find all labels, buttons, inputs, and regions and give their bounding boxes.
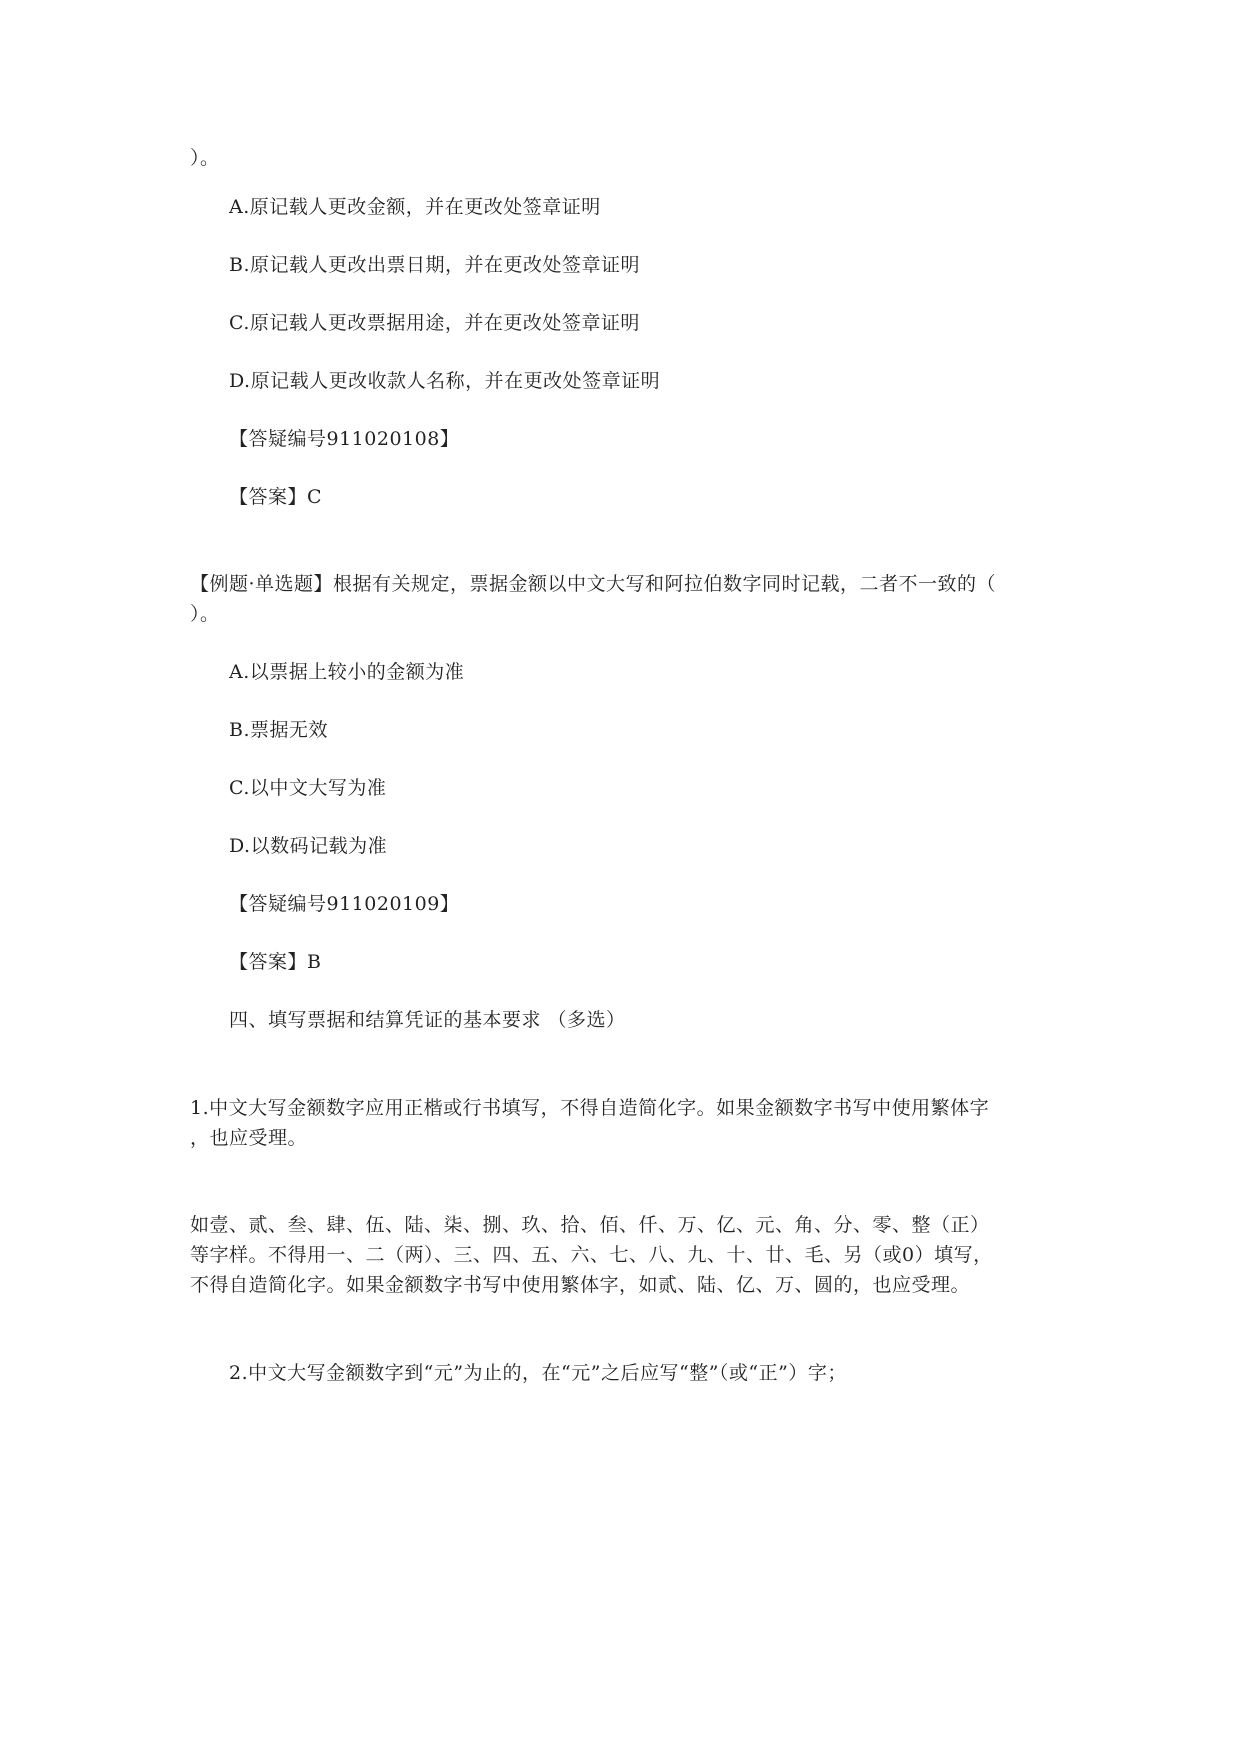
- question-1-answer: 【答案】C: [229, 486, 323, 508]
- question-1-stem-tail: ）。: [190, 147, 220, 169]
- question-2-option-a: A.以票据上较小的金额为准: [229, 661, 465, 683]
- question-2-qa-id: 【答疑编号911020109】: [229, 893, 460, 915]
- question-2-option-b: B.票据无效: [229, 719, 329, 741]
- question-2-stem-line-1: 【例题·单选题】根据有关规定，票据金额以中文大写和阿拉伯数字同时记载，二者不一致的（: [190, 573, 997, 595]
- question-1-option-a: A.原记载人更改金额，并在更改处签章证明: [229, 196, 601, 218]
- question-2-option-d: D.以数码记载为准: [229, 835, 388, 857]
- example-line-3: 不得自造简化字。如果金额数字书写中使用繁体字，如贰、陆、亿、万、圆的，也应受理。: [190, 1274, 971, 1296]
- example-line-1: 如壹、贰、叁、肆、伍、陆、柒、捌、玖、拾、佰、仟、万、亿、元、角、分、零、整（正）: [190, 1214, 990, 1236]
- question-1-option-d: D.原记载人更改收款人名称，并在更改处签章证明: [229, 370, 661, 392]
- question-1-option-b: B.原记载人更改出票日期，并在更改处签章证明: [229, 254, 641, 276]
- question-2-option-c: C.以中文大写为准: [229, 777, 387, 799]
- example-line-2: 等字样。不得用一、二（两）、三、四、五、六、七、八、九、十、廿、毛、另（或0）填写，: [190, 1244, 993, 1266]
- rule-1-line-2: ，也应受理。: [190, 1127, 308, 1149]
- question-1-option-c: C.原记载人更改票据用途，并在更改处签章证明: [229, 312, 640, 334]
- question-2-stem-line-2: ）。: [190, 603, 220, 625]
- question-2-answer: 【答案】B: [229, 951, 322, 973]
- rule-2: 2.中文大写金额数字到“元”为止的，在“元”之后应写“整”（或“正”）字；: [229, 1362, 847, 1384]
- section-4-heading: 四、填写票据和结算凭证的基本要求 （多选）: [229, 1009, 626, 1031]
- question-1-qa-id: 【答疑编号911020108】: [229, 428, 460, 450]
- rule-1-line-1: 1.中文大写金额数字应用正楷或行书填写，不得自造简化字。如果金额数字书写中使用繁体字: [190, 1097, 990, 1119]
